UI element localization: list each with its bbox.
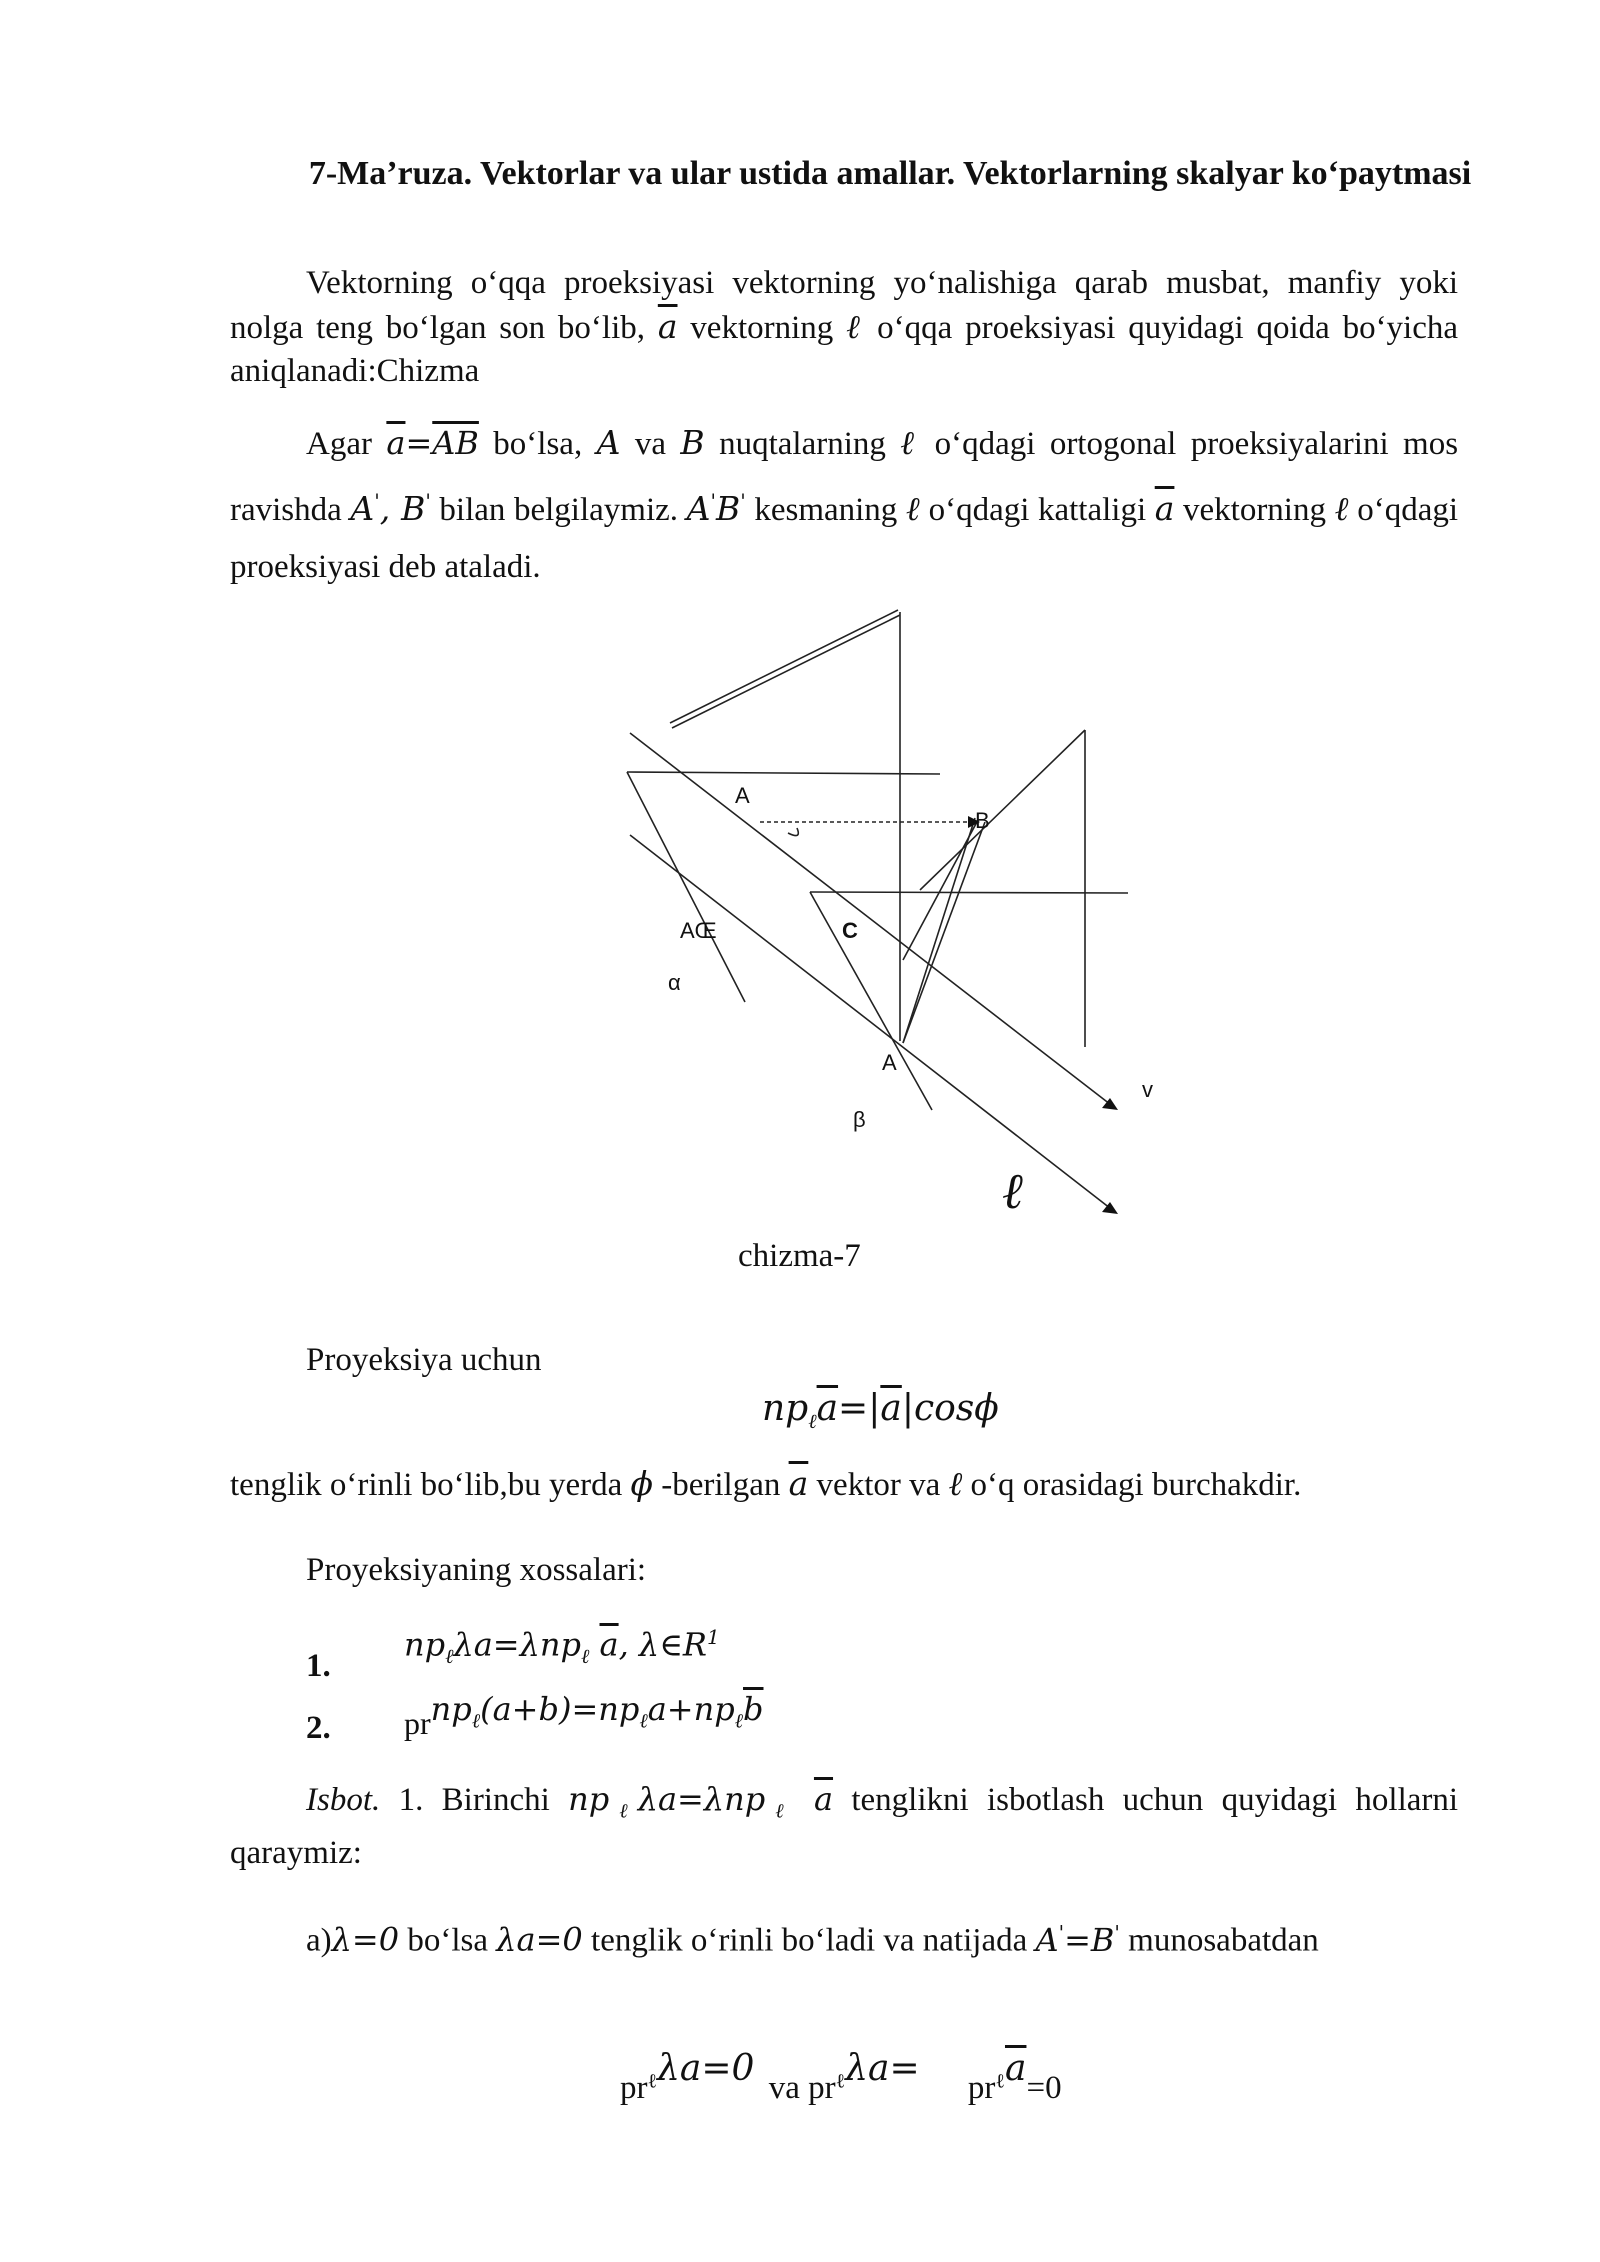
figure-label-ell: ℓ: [1002, 1162, 1023, 1220]
def-text-3: va: [634, 426, 667, 462]
segment-ab-prime-symbol: A'B': [686, 489, 746, 528]
angle-text-4: o‘q orasidagi burchakdir.: [970, 1467, 1302, 1503]
def-text-10: o‘qdagi proeksiyasi deb ataladi.: [230, 492, 1459, 585]
axis-ell-symbol: ℓ: [948, 1464, 963, 1503]
property-1-number: 1.: [306, 1648, 331, 1684]
proof-label: Isbot.: [306, 1782, 381, 1818]
case-a-label: a): [306, 1922, 332, 1959]
def-text-9: vektorning: [1183, 492, 1326, 528]
figure-caption: chizma-7: [738, 1238, 861, 1274]
figure-label-v: v: [1142, 1077, 1153, 1102]
angle-text-3: vektor va: [816, 1467, 941, 1503]
proof-text-2: tenglikni isbotlash uchun quyidagi hollarni qaraymiz:: [230, 1782, 1459, 1872]
case-a-formula: λa=0: [496, 1920, 583, 1959]
proyeksiya-intro: Proyeksiya uchun: [306, 1342, 542, 1378]
def-text-5: o‘qdagi ortogonal proeksiyalarini mos ravishda: [230, 426, 1459, 528]
figure-label-b: B: [975, 808, 990, 833]
figure-label-a-top: A: [735, 783, 750, 808]
axis-ell-symbol: ℓ: [905, 489, 920, 528]
proof-text-1: 1. Birinchi: [398, 1782, 550, 1818]
paragraph-proof: [230, 1778, 1458, 1875]
def-text-8: o‘qdagi kattaligi: [928, 492, 1147, 528]
angle-text-2: -berilgan: [661, 1467, 781, 1503]
paragraph-definition: [230, 414, 1458, 596]
figure-label-beta: β: [853, 1107, 866, 1132]
figure-label-aoe: AŒ: [680, 918, 717, 943]
case-a-condition: λ=0: [331, 1920, 400, 1959]
figure-label-a-bottom: A: [882, 1050, 897, 1075]
vector-a-symbol: $\overline{a}$: [788, 1464, 809, 1503]
intro-text-3: o‘qqa proeksiyasi quyidagi qoida bo‘yicha aniqlanadi:Chizma: [230, 310, 1459, 389]
vector-a-symbol: $\overline{a}$: [1154, 489, 1175, 528]
projection-points-symbol: A', B': [350, 489, 431, 528]
point-b-symbol: B: [680, 423, 705, 462]
property-2-number: 2.: [306, 1710, 331, 1746]
case-a-text-3: munosabatdan: [1128, 1922, 1319, 1959]
def-text-6: bilan belgilaymiz.: [439, 492, 679, 528]
case-a-text-2: tenglik o‘rinli bo‘ladi va natijada: [591, 1922, 1028, 1959]
page-title: 7-Ma’ruza. Vektorlar va ular ustida amallar. Vektorlarning skalyar ko‘paytmasi: [308, 155, 1472, 192]
paragraph-intro: [230, 262, 1458, 393]
vector-a-symbol: $\overline{a}$: [657, 307, 678, 346]
property-1-formula: $np_\ell\lambda a=\lambda np_\ell$ $\overline{a}$, $\lambda\in R^1$: [404, 1625, 720, 1669]
figure-label-c: C: [842, 918, 858, 943]
projection-figure: [580, 600, 1200, 1250]
figure-label-alpha: α: [668, 970, 681, 995]
def-text-2: bo‘lsa,: [493, 426, 583, 462]
phi-symbol: ϕ: [630, 1464, 653, 1503]
paragraph-angle: [230, 1462, 1458, 1507]
formula-a-eq-ab: $\overline{a}=\overline{AB}$: [386, 424, 479, 462]
intro-text-1: Vektorning o‘qqa proeksiyasi vektorning yo‘nalishiga qarab musbat, manfiy yoki nolga teng bo‘lgan son bo‘lib,: [230, 265, 1458, 346]
case-a-relation: A'=B': [1035, 1920, 1120, 1959]
point-a-symbol: A: [596, 423, 621, 462]
projection-formula: $np_\ell\overline{a}=|\overline{a}|\cos\phi$: [762, 1388, 999, 1434]
def-text-7: kesmaning: [754, 492, 898, 528]
angle-text-1: tenglik o‘rinli bo‘lib,bu yerda: [230, 1467, 623, 1503]
proof-formula: $np_\ell\lambda a=\lambda np_\ell$ $\overline{a}$: [568, 1780, 834, 1823]
case-a-text-1: bo‘lsa: [407, 1922, 488, 1959]
intro-text-2: vektorning: [690, 310, 834, 346]
def-text-4: nuqtalarning: [719, 426, 886, 462]
final-formula-line: $pr_\ell\lambda a=0$ va $pr_\ell\lambda a= pr_\ell\overline{a}=0$: [620, 2048, 1062, 2106]
axis-ell-symbol: ℓ: [900, 423, 921, 462]
properties-heading: Proyeksiyaning xossalari:: [306, 1552, 647, 1588]
axis-ell-symbol: ℓ: [1334, 489, 1349, 528]
property-2-formula: $prnp_\ell(a+b)=np_\ell a+np_\ell\overline{b}$: [404, 1690, 764, 1741]
axis-ell-symbol: ℓ: [846, 307, 865, 346]
def-text-1: Agar: [306, 426, 372, 462]
paragraph-case-a: [230, 1902, 1458, 1971]
